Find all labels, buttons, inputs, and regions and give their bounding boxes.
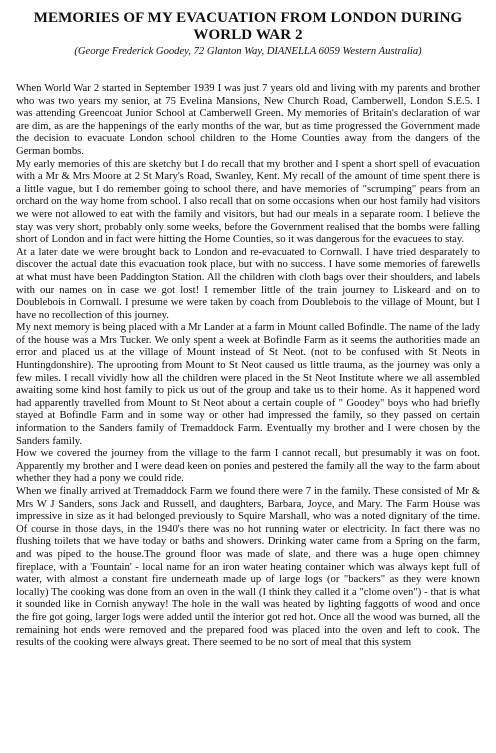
title-line-1: MEMORIES OF MY EVACUATION FROM LONDON DURING — [33, 10, 463, 26]
document-body — [16, 83, 480, 650]
paragraph: When we finally arrived at Tremaddock Farm we found there were 7 in the family. These consisted of Mr & Mrs W J Sanders, sons Jack and Russell, and daughters, Barbara, Joyce, and Mary. The Farm House was impressive in size as it had belonged previously to Squire Marshall, who was a noted dignitary of the time. Of course in those days, in the 1940's there was no hot running water or electricity. In fact there was no flushing toilets that we have today or baths and showers. Drinking water came from a Spring on the farm, and was piped to the house.The ground floor was made of slate, and there was a huge open chimney fireplace, with a 'Fountain' - local name for an iron water heating container which was always kept full of water, with almost a constant fire underneath made up of large logs (or "backers" as they were known locally) The cooking was done from an oven in the wall (I think they called it a "clome oven") - that is what it sounded like in Cornish anyway! The hole in the wall was heated by lighting faggotts of wood and once the fire got going, larger logs were added until the interior got red hot. Once all the wood was burned, all the remaining hot ends were removed and the prepared food was placed into the oven and left to cook. The results of the cooking were always great. There seemed to be no sort of meal that this system — [16, 486, 480, 649]
title-line-2: WORLD WAR 2 — [193, 27, 303, 43]
paragraph: My early memories of this are sketchy but I do recall that my brother and I spent a short spell of evacuation with a Mr & Mrs Moore at 2 St Mary's Road, Swanley, Kent. My recall of the amount of time spent there is a little vague, but I do remember going to school there, and have memories of "scrumping" pears from an orchard on the way home from school. I also recall that on some occasions when our host family had visitors we were not allowed to eat with the family and visitors, but had our meals in a separate room. I believe the stay was very short, probably only some weeks, before the Government realised that the bombs were falling short of London and in fact were hitting the Home Counties, so it was dangerous for the evacuees to stay. — [16, 158, 480, 246]
document-title — [16, 10, 480, 44]
paragraph: At a later date we were brought back to London and re-evacuated to Cornwall. I have tried desparately to discover the actual date this evacuation took place, but with no success. I have some memories of farewells at what must have been Paddington Station. All the children with cloth bags over their shoulders, and labels with our names on in case we got lost! I remember little of the train journey to Liskeard and on to Doublebois in Cornwall. I presume we were taken by coach from Doublebois to the village of Mount, but I have no recollection of this journey. — [16, 246, 480, 321]
paragraph: When World War 2 started in September 1939 I was just 7 years old and living with my parents and brother who was two years my senior, at 75 Evelina Mansions, New Church Road, Camberwell, London S.E.5. I was attending Greencoat Junior School at Camberwell Green. My memories of Britain's declaration of war are dim, as are the happenings of the early months of the war, but as time progressed the Government made the decision to evacuate London school children to the Home Counties away from the dangers of the German bombs. — [16, 83, 480, 157]
author-byline: (George Frederick Goodey, 72 Glanton Way, DIANELLA 6059 Western Australia) — [74, 46, 422, 57]
paragraph: How we covered the journey from the village to the farm I cannot recall, but presumably it was on foot. Apparently my brother and I were dead keen on ponies and pestered the family all the way to the farm about whether they had a pony we could ride. — [16, 448, 480, 485]
paragraph: My next memory is being placed with a Mr Lander at a farm in Mount called Bofindle. The name of the lady of the house was a Mrs Tucker. We only spent a week at Bofindle Farm as it seems the authorities made an error and placed us at the village of Mount instead of St Neot. (not to be confused with St Neots in Huntingdonshire). The uprooting from Mount to St Neot caused us little trauma, as the journey was only a few miles. I recall vividly how all the children were placed in the St Neot Institute where we all assembled awaiting some kind host family to pick us out of the group and take us to their home. As it happened word had apparently travelled from Mount to St Neot about a certain couple of " Goodey" boys who had briefly stayed at Bofindle Farm and in some way or other had impressed the family, so they passed on certain information to the Sanders family of Tremaddock Farm. Eventually my brother and I were chosen by the Sanders family. — [16, 322, 480, 447]
